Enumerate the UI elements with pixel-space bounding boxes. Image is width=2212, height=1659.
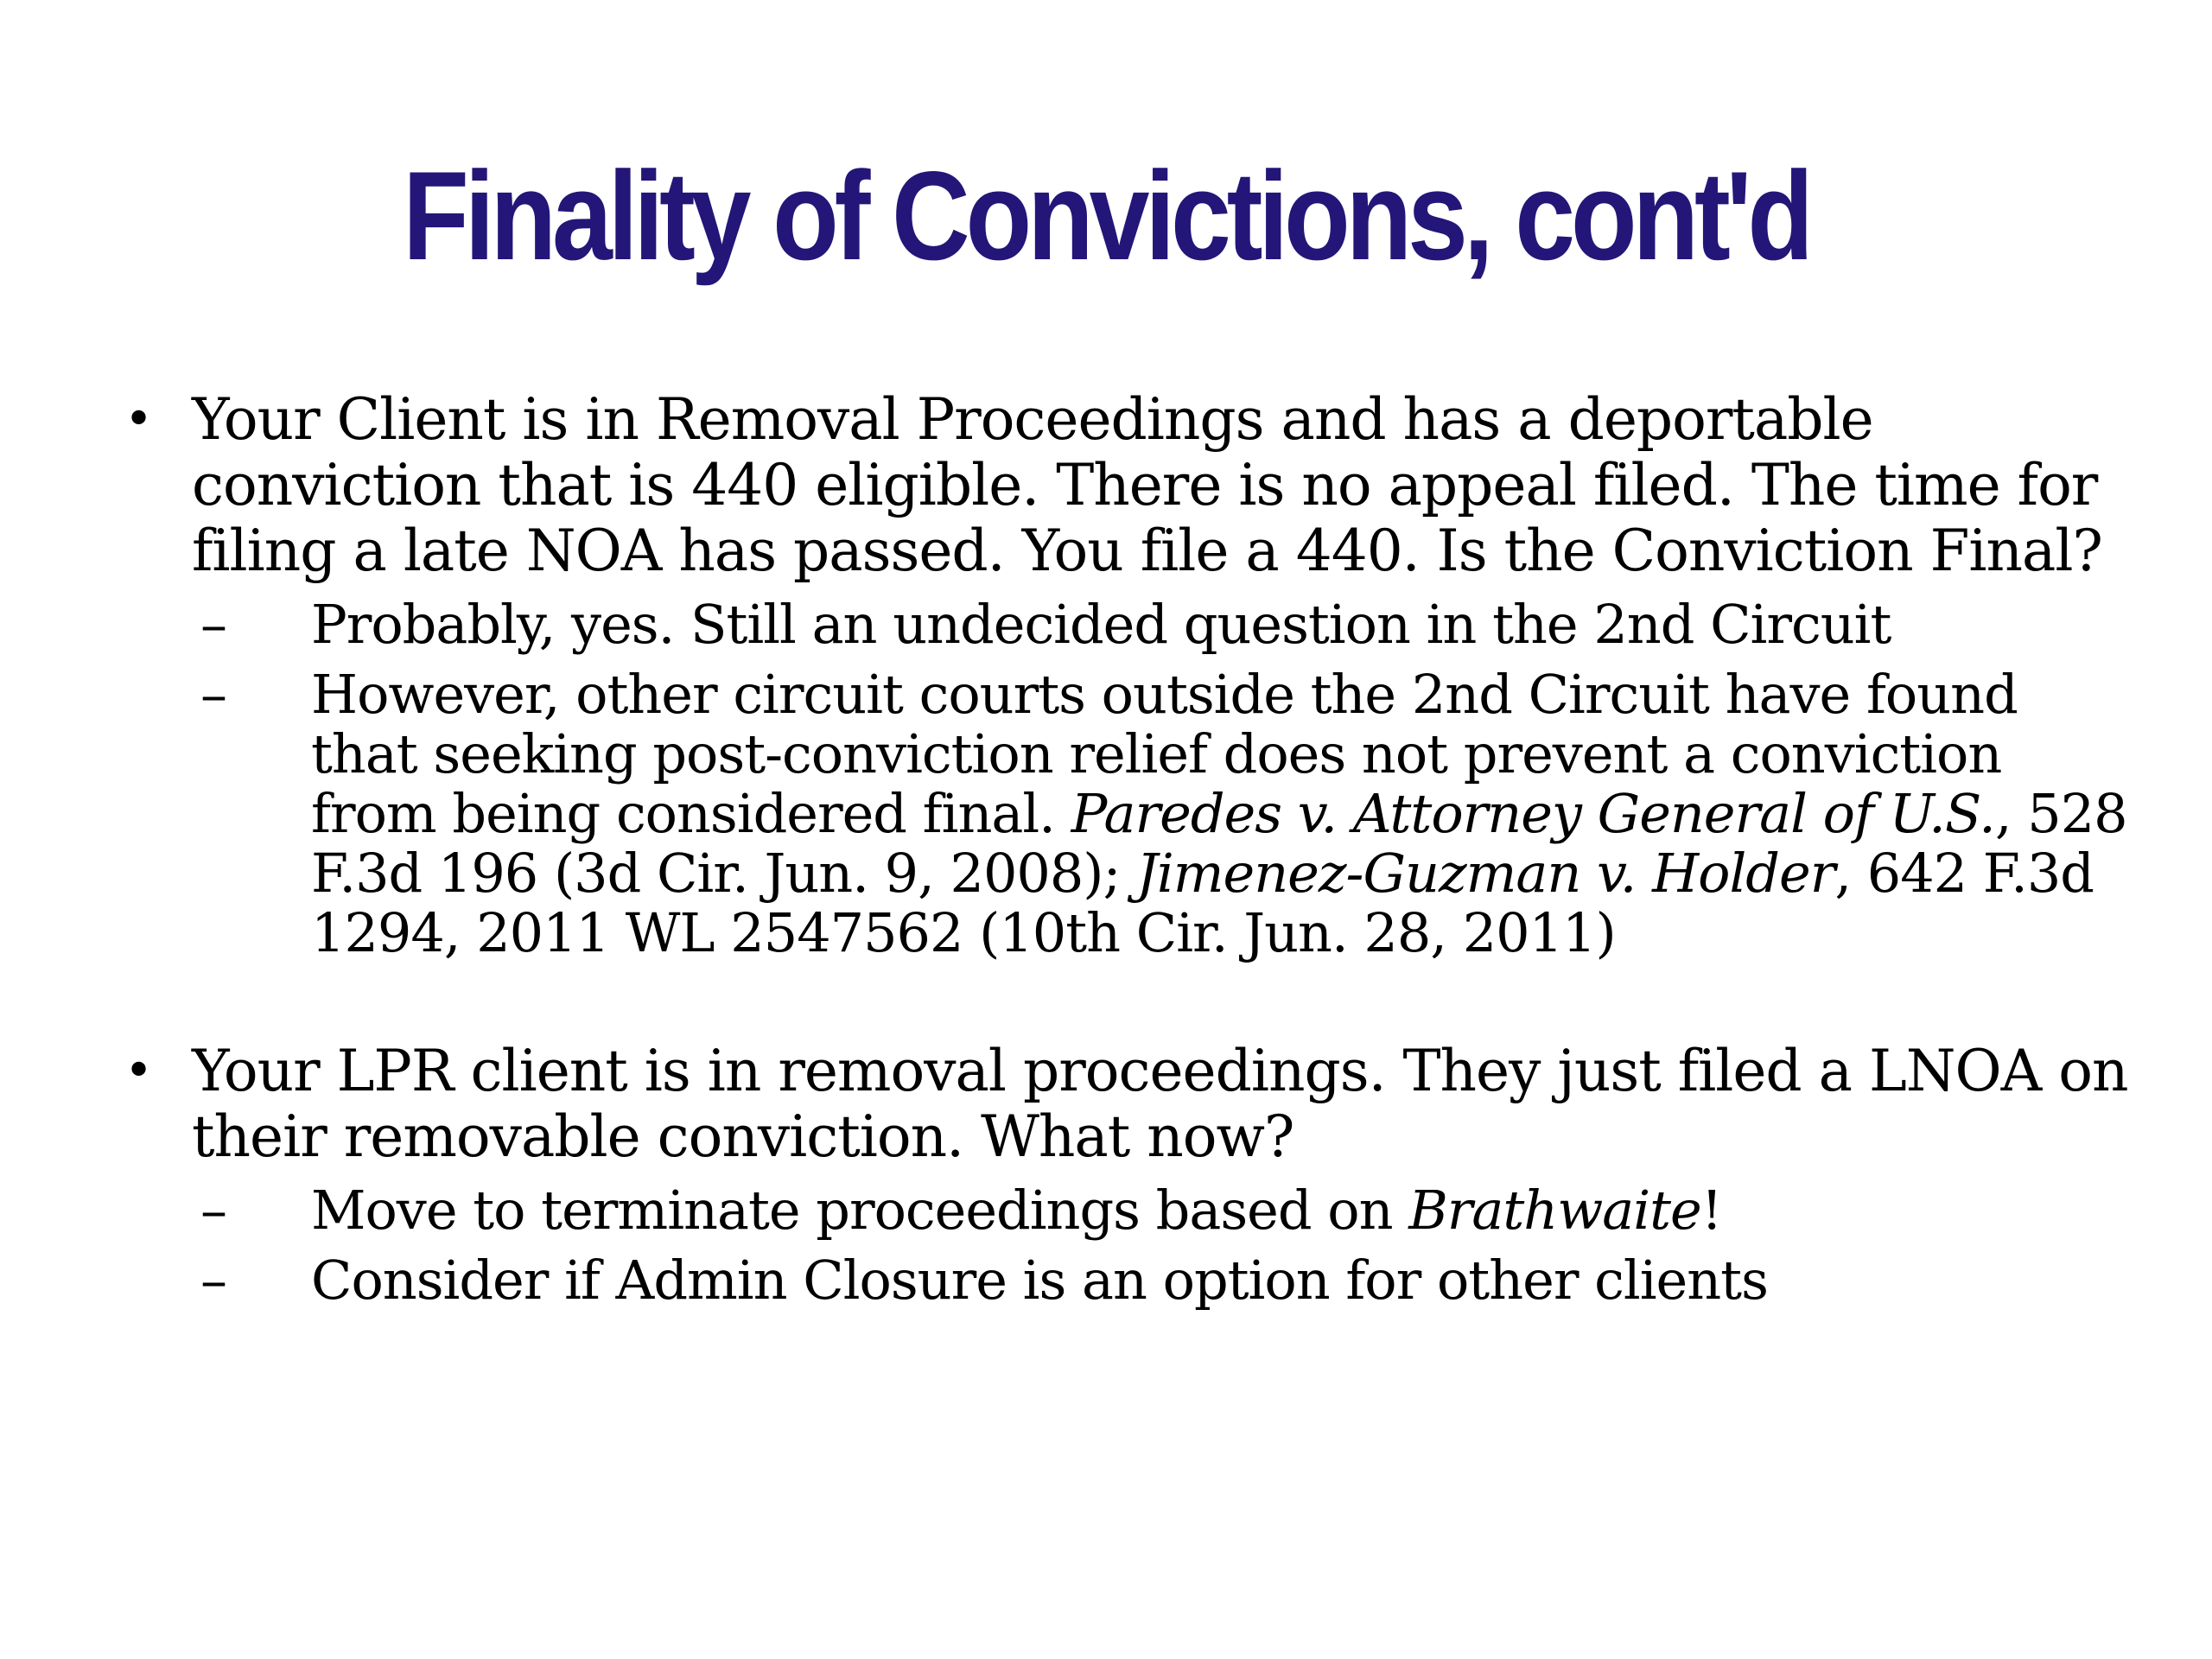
sub-bullet-item <box>192 1250 2134 1310</box>
sub-bullet-text-part: , 642 F.3d 1294, 2011 WL 2547562 (10th Cir. Jun. 28, 2011) <box>311 842 2094 964</box>
slide-title: Finality of Convictions, cont'd <box>403 145 1809 286</box>
sub-bullet-list <box>192 1180 2134 1310</box>
slide-body <box>121 387 2134 1310</box>
case-citation: Jimenez-Guzman v. Holder <box>1136 842 1835 905</box>
bullet-marker: • <box>124 391 153 448</box>
bullet-marker: • <box>124 1043 153 1099</box>
sub-bullet-marker: – <box>200 593 226 656</box>
sub-bullet-item <box>192 1180 2134 1240</box>
sub-bullet-item <box>192 664 2134 963</box>
sub-bullet-text-part: However, other circuit courts outside the 2nd Circuit have found that seeking post-conviction relief does not prevent a conviction from being considered final. <box>311 663 2018 845</box>
sub-bullet-marker: – <box>200 1179 226 1242</box>
bullet-item <box>121 387 2134 963</box>
sub-bullet-text-part: Move to terminate proceedings based on <box>311 1179 1409 1242</box>
sub-bullet-marker: – <box>200 1249 226 1312</box>
sub-bullet-text: Consider if Admin Closure is an option for other clients <box>311 1249 1768 1312</box>
bullet-text: Your LPR client is in removal proceedings. They just filed a LNOA on their removable conviction. What now? <box>192 1038 2128 1170</box>
sub-bullet-text: Probably, yes. Still an undecided question in the 2nd Circuit <box>311 593 1891 656</box>
sub-bullet-text <box>311 663 2127 964</box>
bullet-text: Your Client is in Removal Proceedings and has a deportable conviction that is 440 eligible. There is no appeal filed. The time for filing a late NOA has passed. You file a 440. Is the Conviction Final? <box>192 386 2102 584</box>
bullet-item <box>121 1039 2134 1310</box>
sub-bullet-item <box>192 594 2134 654</box>
sub-bullet-text-part: ! <box>1700 1179 1722 1242</box>
case-citation: Brathwaite <box>1408 1179 1701 1242</box>
sub-bullet-text <box>311 1179 1722 1242</box>
case-citation: Paredes v. Attorney General of U.S. <box>1071 782 1995 845</box>
sub-bullet-list <box>192 594 2134 963</box>
sub-bullet-marker: – <box>200 663 226 726</box>
sub-bullet-text-part: , 528 F.3d 196 (3d Cir. Jun. 9, 2008); <box>311 782 2127 905</box>
